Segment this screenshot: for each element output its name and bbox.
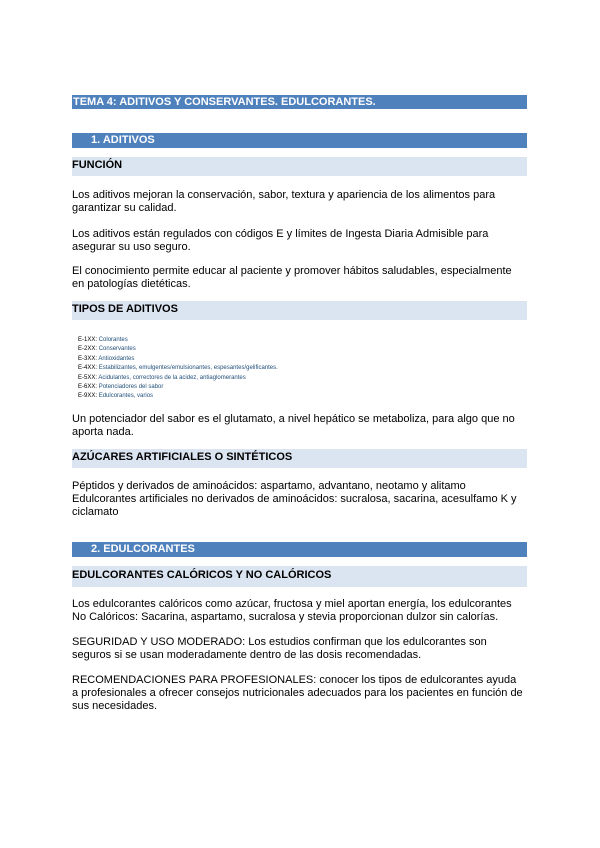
additive-code: E-5XX: (78, 374, 98, 381)
additive-code-description: Potenciadores del sabor (98, 384, 164, 391)
additive-code-description: Acidulantes, correctores de la acidez, antiaglomerantes (98, 374, 246, 381)
paragraph-recomendaciones: RECOMENDACIONES PARA PROFESIONALES: conocer los tipos de edulcorantes ayuda a profesionales a ofrecer consejos nutricionales adecuados para los pacientes en función de sus necesidades. (72, 674, 523, 712)
subheading-tipos-aditivos: TIPOS DE ADITIVOS (72, 301, 527, 320)
subheading-funcion: FUNCIÓN (72, 157, 527, 176)
paragraph-funcion-1: Los aditivos mejoran la conservación, sabor, textura y apariencia de los alimentos para garantizar su calidad. (72, 189, 496, 214)
additive-code-description: Estabilizantes, emulgentes/emulsionantes, espesantes/gelificantes. (98, 365, 278, 372)
additive-code-row (78, 374, 278, 383)
document-title: TEMA 4: ADITIVOS Y CONSERVANTES. EDULCORANTES. (72, 95, 527, 109)
additive-code-description: Edulcorantes, varios (98, 393, 154, 400)
paragraph-caloricos-1: Los edulcorantes calóricos como azúcar, fructosa y miel aportan energía, los edulcorantes No Calóricos: Sacarina, aspartamo, sucralosa y stevia proporcionan dulzor sin calorías. (72, 598, 512, 623)
additive-code-row (78, 383, 278, 392)
paragraph-funcion-2: Los aditivos están regulados con códigos E y límites de Ingesta Diaria Admisible para asegurar su uso seguro. (72, 228, 489, 253)
additive-code-row (78, 355, 278, 364)
additive-code-description: Conservantes (98, 346, 136, 353)
additive-code-row (78, 336, 278, 345)
additive-code-description: Colorantes (98, 337, 128, 343)
additive-code-row (78, 345, 278, 354)
additive-code: E-9XX: (78, 393, 98, 400)
additive-code-description: Antioxidantes (98, 355, 135, 362)
paragraph-funcion-3: El conocimiento permite educar al paciente y promover hábitos saludables, especialmente en patologías dietéticas. (72, 265, 512, 290)
additive-code-row (78, 392, 278, 401)
additive-code: E-3XX: (78, 355, 98, 362)
additive-code: E-1XX: (78, 337, 98, 343)
section-heading-aditivos: 1. ADITIVOS (72, 133, 527, 148)
additive-code: E-2XX: (78, 346, 98, 353)
subheading-azucares-artificiales: AZÚCARES ARTIFICIALES O SINTÉTICOS (72, 449, 527, 468)
additive-code: E-6XX: (78, 384, 98, 391)
paragraph-azucares: Péptidos y derivados de aminoácidos: aspartamo, advantano, neotamo y alitamo Edulcorantes artificiales no derivados de aminoácidos: sucralosa, sacarina, acesulfamo K y ciclamato (72, 480, 517, 518)
subheading-edulcorantes-caloricos: EDULCORANTES CALÓRICOS Y NO CALÓRICOS (72, 566, 527, 587)
paragraph-seguridad: SEGURIDAD Y USO MODERADO: Los estudios confirman que los edulcorantes son seguros si se usan moderadamente dentro de las dosis recomendadas. (72, 636, 487, 661)
paragraph-glutamato: Un potenciador del sabor es el glutamato, a nivel hepático se metaboliza, para algo que no aporta nada. (72, 413, 515, 438)
additive-codes-list (78, 336, 278, 402)
additive-code-row (78, 364, 278, 373)
section-heading-edulcorantes: 2. EDULCORANTES (72, 542, 527, 557)
additive-code: E-4XX: (78, 365, 98, 372)
